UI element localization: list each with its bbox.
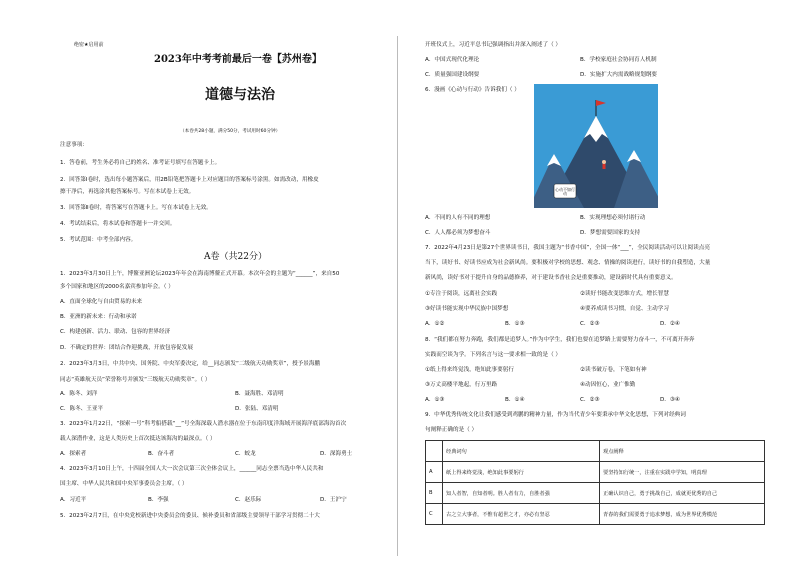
table-row[interactable]: [426, 504, 765, 525]
option[interactable]: D．梦想需要国家的支持: [580, 230, 641, 236]
table-cell: 青春的我们需要勇于追求梦想，成为世界优秀模范: [600, 504, 765, 525]
option[interactable]: A．直面全球化与自由贸易的未来: [60, 299, 143, 305]
option[interactable]: A．探索者: [60, 451, 87, 457]
secret-label: 绝密★启用前: [74, 42, 104, 48]
option[interactable]: C．人人都必须为梦想奋斗: [425, 230, 491, 236]
table-header: 经典词句: [443, 441, 600, 462]
question-line: 载人深潜作业，这是人类历史上首次抵达该海沟的最深点。（ ）: [60, 436, 216, 442]
option[interactable]: B．奋斗者: [148, 451, 175, 457]
question-line: 当下，读好书、好读书应成为社会新风尚。要积极对学校的思想、观念、情操的阅读进行，读好书的自我塑造，大量: [425, 260, 711, 266]
notice-line: 2．回答第Ⅰ卷时，选出每小题答案后，用2B铅笔把答题卡上对应题目的答案标号涂黑。如需改动，用橡皮: [60, 177, 319, 183]
option[interactable]: D．张陆、邓清明: [235, 406, 279, 412]
choice-line: ④动因恒心，业广惟勤: [580, 382, 636, 388]
option[interactable]: B．学校家庭社会协同育人机制: [580, 57, 657, 63]
option[interactable]: A．中国式现代化理论: [425, 57, 480, 63]
question-line: 多个国家和地区的2000名嘉宾参加年会。（ ）: [60, 284, 174, 290]
question-line: 国主席、中华人民共和国中央军事委员会主席。（ ）: [60, 481, 188, 487]
climber-body: [603, 164, 606, 169]
table-cell: A: [426, 462, 443, 483]
exam-title: 2023年中考考前最后一卷【苏州卷】: [154, 54, 322, 65]
notice-line: 1．答卷前，考生务必将自己的姓名、准考证号填写在答题卡上。: [60, 160, 221, 166]
option[interactable]: C．蛟龙: [235, 451, 256, 457]
choice-line: ④要养成读书习惯，自觉、主动学习: [580, 306, 669, 312]
table-header-row: [426, 441, 765, 462]
choice-line: ①纸上得来终觉浅，绝知此事要躬行: [425, 367, 514, 373]
choice-line: ①专注于阅读，远离社会实践: [425, 291, 498, 297]
notice-heading: 注意事项：: [60, 142, 88, 148]
option[interactable]: A．①②: [425, 321, 445, 327]
choice-line: ②读书破万卷，下笔如有神: [580, 367, 647, 373]
table-cell: 正确认识自己，勇于挑战自己，成就更优秀的自己: [600, 483, 765, 504]
option[interactable]: B．①③: [505, 321, 525, 327]
table-cell: 纸上得来终觉浅，绝知此事要躬行: [443, 462, 600, 483]
table-cell: C: [426, 504, 443, 525]
subject-title: 道德与法治: [205, 87, 275, 103]
section-heading: A卷（共22分）: [204, 252, 267, 262]
option[interactable]: B．亚洲的新未来：行动和承诺: [60, 314, 137, 320]
question-line: 实践而空谈为学。下列名言与这一要求相一致的是（ ）: [425, 352, 562, 358]
question-line: 新风尚，读好书对于提升自身的品德修养，对于建设书香社会是重要推动，建设新时代具有重要意义。: [425, 275, 677, 281]
q9-table: [425, 440, 765, 525]
table-cell: B: [426, 483, 443, 504]
choice-line: ③好读书能实现中华民族中国梦想: [425, 306, 509, 312]
question-line: 2．2023年3月3日，中共中央、国务院、中央军委决定，给__同志颁发“二级航天功勋奖章”，授予景海鹏: [60, 361, 321, 367]
cartoon-label: 心动不如行动: [555, 187, 575, 197]
choice-line: ②读好书能改变思维方式，增长智慧: [580, 291, 669, 297]
option[interactable]: C．质量强国建设纲要: [425, 72, 480, 78]
table-cell: 知人者智，自知者明。胜人者有力，自胜者强: [443, 483, 600, 504]
notice-line: 3．回答第Ⅱ卷时，将答案写在答题卡上。写在本试卷上无效。: [60, 205, 212, 211]
question-line: 3．2023年1月22日，“探索一号”科考船搭载“__”号全海深载人潜水器在位于东南印度洋海域开展海洋底部海沟首次: [60, 421, 347, 427]
option[interactable]: B．聂海胜、邓清明: [235, 391, 284, 397]
option[interactable]: D．实施扩大内需战略规划纲要: [580, 72, 658, 78]
option[interactable]: C．陈冬、王亚平: [60, 406, 104, 412]
climber-icon: [602, 160, 606, 164]
option[interactable]: B．①④: [505, 397, 525, 403]
table-cell: 要坚持知行统一，注重在实践中学知，明真理: [600, 462, 765, 483]
cartoon-image: [534, 84, 658, 208]
option[interactable]: C．构建创新、活力、联动、包容的世界经济: [60, 329, 171, 335]
question-line: 5．2023年2月7日，在中央党校新进中央委员会的委员、候补委员和省部级主要领导干部学习贯彻二十大: [60, 513, 320, 519]
exam-meta: （本卷共28小题，满分50分，考试用时60分钟）: [180, 129, 281, 134]
option[interactable]: C．②③: [580, 397, 600, 403]
choice-line: ③万丈高楼平地起，行万里路: [425, 382, 498, 388]
question-line: 1．2023年3月30日上午，博鳌亚洲论坛2023年年会在海南博鳌正式开幕。本次年会的主题为“______”，来自50: [60, 271, 340, 277]
option[interactable]: A．不同的人有不同的理想: [425, 215, 491, 221]
notice-line: 5．考试范围：中考全部内容。: [60, 237, 137, 243]
option[interactable]: C．赵乐际: [235, 497, 262, 503]
question-line: 9．中华优秀传统文化让我们感受到鸡鹏的精神力量，作为当代青少年要秉承中华文化思想，下列对经典词: [425, 412, 686, 418]
option[interactable]: D．③④: [660, 397, 680, 403]
option[interactable]: B．李强: [148, 497, 169, 503]
option[interactable]: D．王沪宁: [320, 497, 347, 503]
option[interactable]: A．习近平: [60, 497, 87, 503]
table-row[interactable]: [426, 462, 765, 483]
option[interactable]: A．陈冬、刘洋: [60, 391, 98, 397]
option[interactable]: D．不确定的世界：团结合作迎挑战，开放包容促发展: [60, 345, 193, 351]
option[interactable]: C．②③: [580, 321, 600, 327]
notice-line: 擦干净后，再选涂其他答案标号。写在本试卷上无效。: [60, 189, 195, 195]
option[interactable]: A．①③: [425, 397, 445, 403]
notice-line: 4．考试结束后，将本试卷和答题卡一并交回。: [60, 221, 176, 227]
question-line: 6．漫画《心动与行动》告诉我们（ ）: [425, 87, 520, 93]
table-row[interactable]: [426, 483, 765, 504]
option[interactable]: D．深海勇士: [320, 451, 353, 457]
question-line: 同志“英雄航天员”荣誉称号并颁发“三级航天功勋奖章”。（ ）: [60, 377, 211, 383]
table-cell: 古之立大事者，不惟有超世之才，亦必有坚忍: [443, 504, 600, 525]
option[interactable]: B．实现理想必须付诸行动: [580, 215, 646, 221]
table-header: 观点阐释: [600, 441, 765, 462]
question-line: 4．2023年3月10日上午，十四届全国人大一次会议第三次全体会议上，______同志全票当选中华人民共和: [60, 466, 324, 472]
column-divider: [397, 36, 398, 556]
table-cell: [426, 441, 443, 462]
option[interactable]: D．②④: [660, 321, 680, 327]
question-line: 8．“我们都在努力奔跑，我们都是追梦人。”作为中学生，我们也要在追梦路上需要努力奋斗一，不可离开奔奔: [425, 337, 695, 343]
mountain-cartoon: [534, 84, 658, 208]
question-line: 7．2022年4月23日是第27个世界读书日，我国主题为“书香中国”，全国一体“___”，全民阅读活动可以让阅读点亮: [425, 245, 710, 251]
question-line: 句阐释正确的是（ ）: [425, 427, 478, 433]
question-line: 开班仪式上，习近平总书记强调指出并深入阐述了（ ）: [425, 42, 562, 48]
